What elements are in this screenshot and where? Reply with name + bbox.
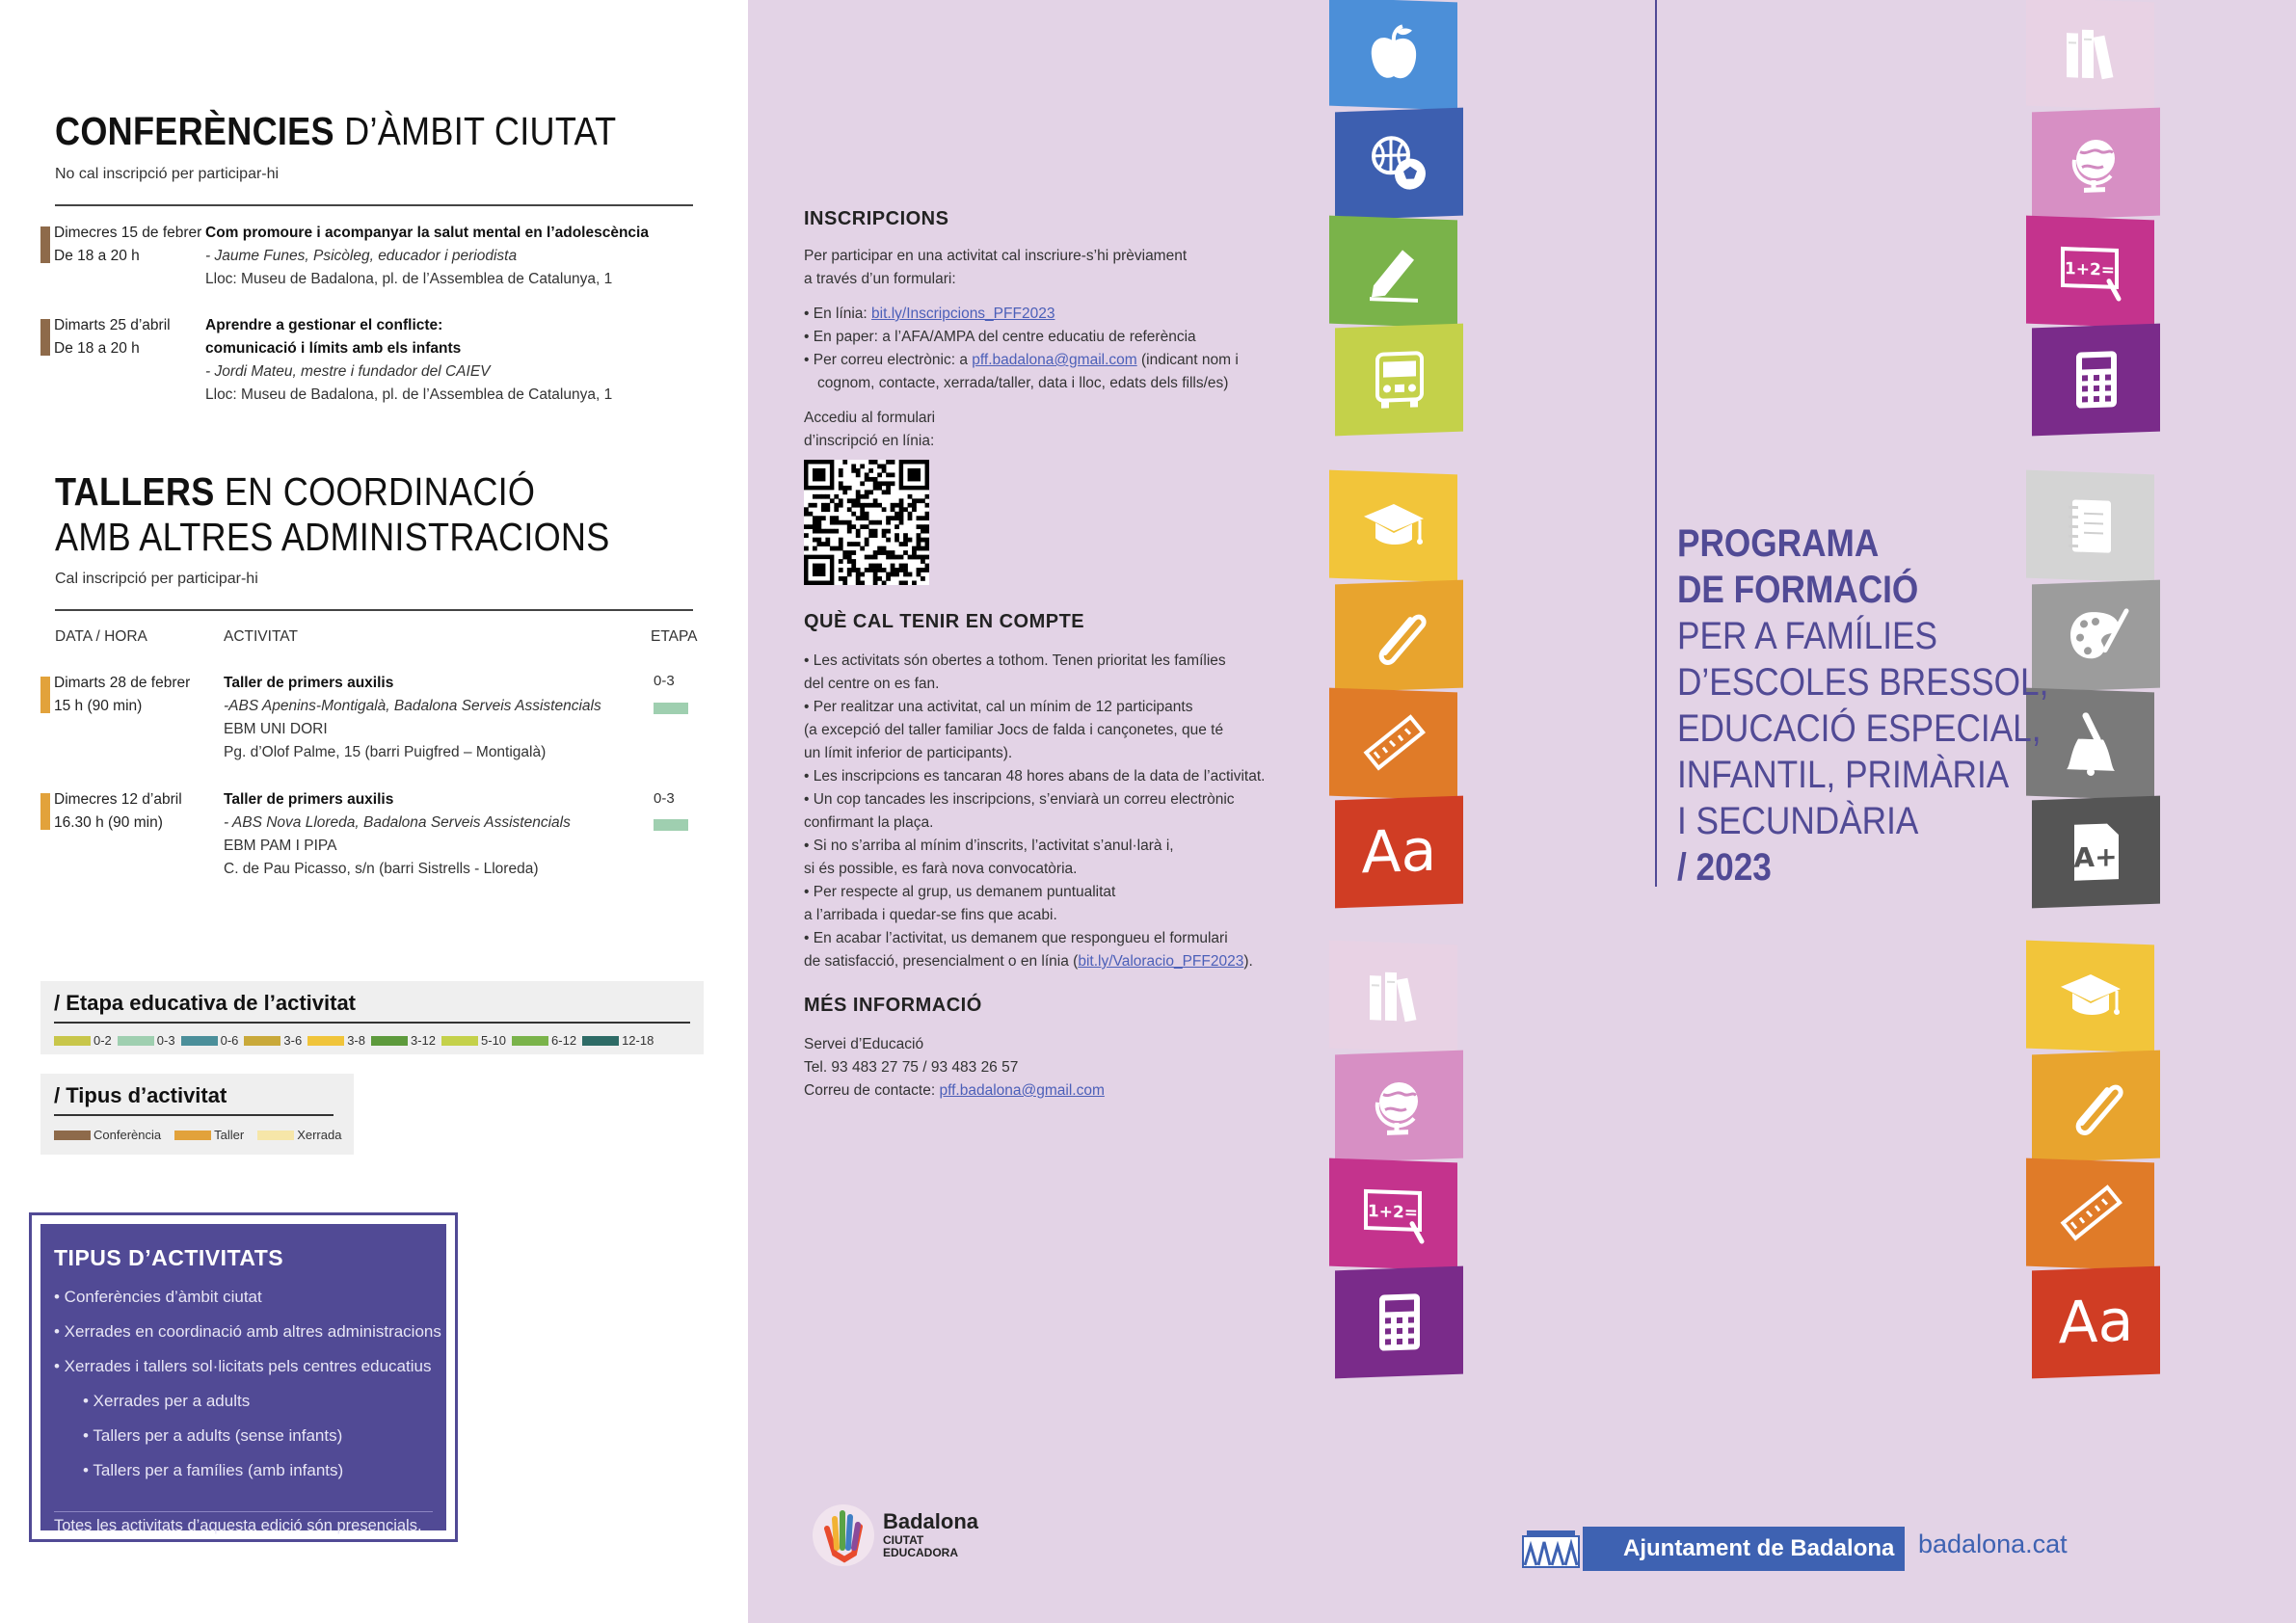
col-header-activity: ACTIVITAT bbox=[224, 628, 298, 645]
inscripcions-mail-2: cognom, contacte, xerrada/taller, data i lloc, edats dels fills/es) bbox=[817, 375, 1229, 391]
event-address: Pg. d’Olof Palme, 15 (barri Puigfred – Montigalà) bbox=[224, 744, 547, 760]
type-bar bbox=[40, 677, 50, 713]
tipus-subitem: • Tallers per a famílies (amb infants) bbox=[83, 1461, 344, 1479]
inscripcions-intro-2: a través d’un formulari: bbox=[804, 271, 956, 287]
svg-text:1+2=: 1+2= bbox=[2064, 259, 2115, 280]
legend-item bbox=[582, 1033, 654, 1048]
legend-label: 5-10 bbox=[481, 1033, 507, 1048]
qr-label: Accediu al formulari bbox=[804, 410, 936, 426]
tallers-title-line2: AMB ALTRES ADMINISTRACIONS bbox=[55, 515, 610, 559]
event-time: 16.30 h (90 min) bbox=[54, 814, 163, 831]
event-place: Lloc: Museu de Badalona, pl. de l’Assemblea de Catalunya, 1 bbox=[205, 271, 613, 287]
col-header-date: DATA / HORA bbox=[55, 628, 147, 645]
stage-label: 0-3 bbox=[654, 790, 675, 807]
mortarboard-icon bbox=[1329, 470, 1457, 583]
legend-swatch bbox=[118, 1036, 154, 1046]
tipus-activitats-box bbox=[29, 1212, 458, 1542]
event-date: Dimarts 25 d’abril bbox=[54, 317, 171, 333]
stage-swatch bbox=[654, 703, 688, 714]
legend-label: 3-12 bbox=[410, 1033, 437, 1048]
event-title: Taller de primers auxilis bbox=[224, 791, 394, 808]
compte-line: del centre on es fan. bbox=[804, 676, 940, 692]
divider bbox=[55, 204, 693, 206]
conferencies-subtitle: No cal inscripció per participar-hi bbox=[55, 166, 280, 182]
legend-label: 0-3 bbox=[156, 1033, 175, 1048]
legend-swatch bbox=[257, 1131, 294, 1140]
legend-etapa-title: / Etapa educativa de l’activitat bbox=[54, 991, 357, 1015]
event-title: Aprendre a gestionar el conflicte: bbox=[205, 317, 443, 333]
event-author: - Jaume Funes, Psicòleg, educador i periodista bbox=[205, 248, 518, 264]
compte-line: un límit inferior de participants). bbox=[804, 745, 1013, 761]
legend-swatch bbox=[441, 1036, 478, 1046]
legend-label: 0-6 bbox=[220, 1033, 239, 1048]
tipus-title: TIPUS D’ACTIVITATS bbox=[54, 1245, 284, 1270]
legend-label: 3-6 bbox=[283, 1033, 303, 1048]
ruler-icon bbox=[1329, 688, 1457, 801]
event-time: De 18 a 20 h bbox=[54, 340, 140, 357]
mortarboard-icon bbox=[2026, 941, 2154, 1053]
legend-item bbox=[371, 1033, 436, 1048]
info-heading: MÉS INFORMACIÓ bbox=[804, 995, 982, 1016]
compte-line: • Si no s’arriba al mínim d’inscrits, l’activitat s’anul·larà i, bbox=[804, 838, 1174, 854]
legend-label: 3-8 bbox=[347, 1033, 365, 1048]
legend-label: 6-12 bbox=[551, 1033, 577, 1048]
blackboard-icon bbox=[1329, 1158, 1457, 1271]
legend-etapa-items bbox=[54, 1033, 654, 1048]
svg-text:A+: A+ bbox=[2072, 840, 2118, 874]
compte-line: • Un cop tancades les inscripcions, s’enviarà un correu electrònic bbox=[804, 791, 1235, 808]
legend-label: Conferència bbox=[93, 1128, 162, 1142]
legend-item bbox=[512, 1033, 576, 1048]
contact-email-link[interactable]: pff.badalona@gmail.com bbox=[939, 1082, 1105, 1099]
info-phone: Tel. 93 483 27 75 / 93 483 26 57 bbox=[804, 1059, 1019, 1076]
event-address: C. de Pau Picasso, s/n (barri Sistrells - Lloreda) bbox=[224, 861, 539, 877]
type-bar bbox=[40, 226, 50, 263]
legend-rule bbox=[54, 1114, 334, 1116]
conferencies-title: CONFERÈNCIES D’ÀMBIT CIUTAT bbox=[55, 109, 617, 153]
apple-icon bbox=[1329, 0, 1457, 110]
event-date: Dimecres 15 de febrer bbox=[54, 225, 202, 241]
email-link[interactable]: pff.badalona@gmail.com bbox=[972, 352, 1137, 368]
legend-swatch bbox=[181, 1036, 218, 1046]
tipus-subitem: • Tallers per a adults (sense infants) bbox=[83, 1426, 343, 1445]
event-date: Dimarts 28 de febrer bbox=[54, 675, 191, 691]
info-service: Servei d’Educació bbox=[804, 1036, 924, 1052]
tipus-item: • Xerrades i tallers sol·licitats pels centres educatius bbox=[54, 1357, 432, 1375]
legend-tipus bbox=[40, 1074, 354, 1155]
event-title: Com promoure i acompanyar la salut mental en l’adolescència bbox=[205, 225, 649, 241]
aa-icon: Aa bbox=[2032, 1266, 2160, 1379]
compte-heading: QUÈ CAL TENIR EN COMPTE bbox=[804, 611, 1085, 632]
legend-swatch bbox=[582, 1036, 619, 1046]
compte-line: (a excepció del taller familiar Jocs de falda i cançonetes, que té bbox=[804, 722, 1224, 738]
palette-icon bbox=[2032, 580, 2160, 693]
tipus-item: • Conferències d’àmbit ciutat bbox=[54, 1288, 262, 1306]
divider bbox=[55, 609, 693, 611]
paperclip-icon bbox=[1335, 580, 1463, 693]
legend-swatch bbox=[512, 1036, 548, 1046]
compte-line: de satisfacció, presencialment o en línia (bit.ly/Valoracio_PFF2023). bbox=[804, 953, 1253, 970]
legend-label: 0-2 bbox=[93, 1033, 112, 1048]
event-time: De 18 a 20 h bbox=[54, 248, 140, 264]
compte-line: • Per respecte al grup, us demanem puntualitat bbox=[804, 884, 1116, 900]
qr-code[interactable] bbox=[804, 460, 929, 585]
legend-item bbox=[244, 1033, 302, 1048]
compte-line: • Per realitzar una activitat, cal un mínim de 12 participants bbox=[804, 699, 1193, 715]
inscripcions-mail: • Per correu electrònic: a pff.badalona@gmail.com (indicant nom i bbox=[804, 352, 1239, 368]
globe-icon bbox=[1335, 1051, 1463, 1163]
tallers-subtitle: Cal inscripció per participar-hi bbox=[55, 571, 258, 587]
tallers-title: TALLERS EN COORDINACIÓ bbox=[55, 469, 536, 514]
event-author: - Jordi Mateu, mestre i fundador del CAIEV bbox=[205, 363, 491, 380]
inscripcions-heading: INSCRIPCIONS bbox=[804, 208, 949, 229]
event-time: 15 h (90 min) bbox=[54, 698, 143, 714]
event-place: Lloc: Museu de Badalona, pl. de l’Assemblea de Catalunya, 1 bbox=[205, 386, 613, 403]
bus-icon bbox=[1335, 324, 1463, 437]
legend-etapa bbox=[40, 981, 704, 1054]
legend-swatch bbox=[371, 1036, 408, 1046]
legend-item bbox=[307, 1033, 365, 1048]
compte-line: • Les inscripcions es tancaran 48 hores abans de la data de l’activitat. bbox=[804, 768, 1266, 785]
event-date: Dimecres 12 d’abril bbox=[54, 791, 182, 808]
legend-swatch bbox=[244, 1036, 280, 1046]
badalona-emblem-icon bbox=[1519, 1527, 1583, 1571]
hand-logo-icon bbox=[810, 1500, 877, 1567]
books-icon bbox=[2026, 0, 2154, 110]
inscripcions-intro: Per participar en una activitat cal inscriure-s’hi prèviament bbox=[804, 248, 1188, 264]
stage-label: 0-3 bbox=[654, 673, 675, 689]
aa-icon: Aa bbox=[1335, 796, 1463, 909]
ajuntament-logo: Ajuntament de Badalona bbox=[1519, 1527, 1905, 1571]
legend-swatch bbox=[174, 1131, 211, 1140]
event-venue: EBM PAM I PIPA bbox=[224, 838, 337, 854]
legend-item bbox=[441, 1033, 506, 1048]
compte-line: • En acabar l’activitat, us demanem que respongueu el formulari bbox=[804, 930, 1228, 946]
divider bbox=[54, 1511, 433, 1512]
info-mail: Correu de contacte: pff.badalona@gmail.com bbox=[804, 1082, 1105, 1099]
title-rule bbox=[1655, 0, 1657, 887]
inscripcions-online: • En línia: bit.ly/Inscripcions_PFF2023 bbox=[804, 306, 1055, 322]
event-author: -ABS Apenins-Montigalà, Badalona Serveis Assistencials bbox=[224, 698, 601, 714]
compte-line: si és possible, es farà nova convocatòria. bbox=[804, 861, 1078, 877]
grade-icon bbox=[2032, 796, 2160, 909]
calculator-icon bbox=[1335, 1266, 1463, 1379]
type-bar bbox=[40, 793, 50, 830]
globe-icon bbox=[2032, 108, 2160, 221]
stage-swatch bbox=[654, 819, 688, 831]
legend-tipus-title: / Tipus d’activitat bbox=[54, 1083, 227, 1107]
col-header-stage: ETAPA bbox=[651, 628, 698, 645]
legend-label: Xerrada bbox=[297, 1128, 342, 1142]
legend-item bbox=[54, 1033, 112, 1048]
legend-label: 12-18 bbox=[622, 1033, 654, 1048]
online-form-link[interactable]: bit.ly/Inscripcions_PFF2023 bbox=[871, 306, 1055, 322]
tipus-subitem: • Xerrades per a adults bbox=[83, 1392, 251, 1410]
left-panel bbox=[0, 0, 748, 1623]
compte-line: a l’arribada i quedar-se fins que acabi. bbox=[804, 907, 1057, 923]
tipus-item: • Xerrades en coordinació amb altres administracions bbox=[54, 1322, 441, 1341]
event-title: Taller de primers auxilis bbox=[224, 675, 394, 691]
legend-item bbox=[118, 1033, 175, 1048]
legend-label: Taller bbox=[214, 1128, 245, 1142]
tipus-footer: Totes les activitats d’aquesta edició són presencials. bbox=[54, 1517, 422, 1534]
legend-swatch bbox=[54, 1131, 91, 1140]
legend-tipus-items bbox=[54, 1128, 341, 1142]
books-icon bbox=[1329, 941, 1457, 1053]
compte-line: confirmant la plaça. bbox=[804, 814, 934, 831]
pencil-icon bbox=[1329, 216, 1457, 329]
legend-item bbox=[174, 1128, 244, 1142]
legend-rule bbox=[54, 1022, 690, 1024]
ruler-icon bbox=[2026, 1158, 2154, 1271]
program-title: PROGRAMA DE FORMACIÓ PER A FAMÍLIES D’ESCOLES BRESSOL, EDUCACIÓ ESPECIAL, INFANTIL, PRIMÀRIA I SECUNDÀRIA / 2023 bbox=[1677, 522, 2049, 889]
event-author: - ABS Nova Lloreda, Badalona Serveis Assistencials bbox=[224, 814, 571, 831]
qr-label-2: d’inscripció en línia: bbox=[804, 433, 935, 449]
type-bar bbox=[40, 319, 50, 356]
event-venue: EBM UNI DORI bbox=[224, 721, 328, 737]
blackboard-icon bbox=[2026, 216, 2154, 329]
balls-icon bbox=[1335, 108, 1463, 221]
legend-item bbox=[257, 1128, 341, 1142]
compte-line: • Les activitats són obertes a tothom. Tenen prioritat les famílies bbox=[804, 652, 1226, 669]
inscripcions-paper: • En paper: a l’AFA/AMPA del centre educatiu de referència bbox=[804, 329, 1196, 345]
paperclip-icon bbox=[2032, 1051, 2160, 1163]
legend-item bbox=[54, 1128, 161, 1142]
legend-item bbox=[181, 1033, 239, 1048]
legend-swatch bbox=[307, 1036, 344, 1046]
calculator-icon bbox=[2032, 324, 2160, 437]
valoracio-link[interactable]: bit.ly/Valoracio_PFF2023 bbox=[1078, 953, 1244, 970]
legend-swatch bbox=[54, 1036, 91, 1046]
event-title-line2: comunicació i límits amb els infants bbox=[205, 340, 462, 357]
website-link[interactable]: badalona.cat bbox=[1918, 1530, 2068, 1558]
svg-text:1+2=: 1+2= bbox=[1367, 1202, 1418, 1223]
